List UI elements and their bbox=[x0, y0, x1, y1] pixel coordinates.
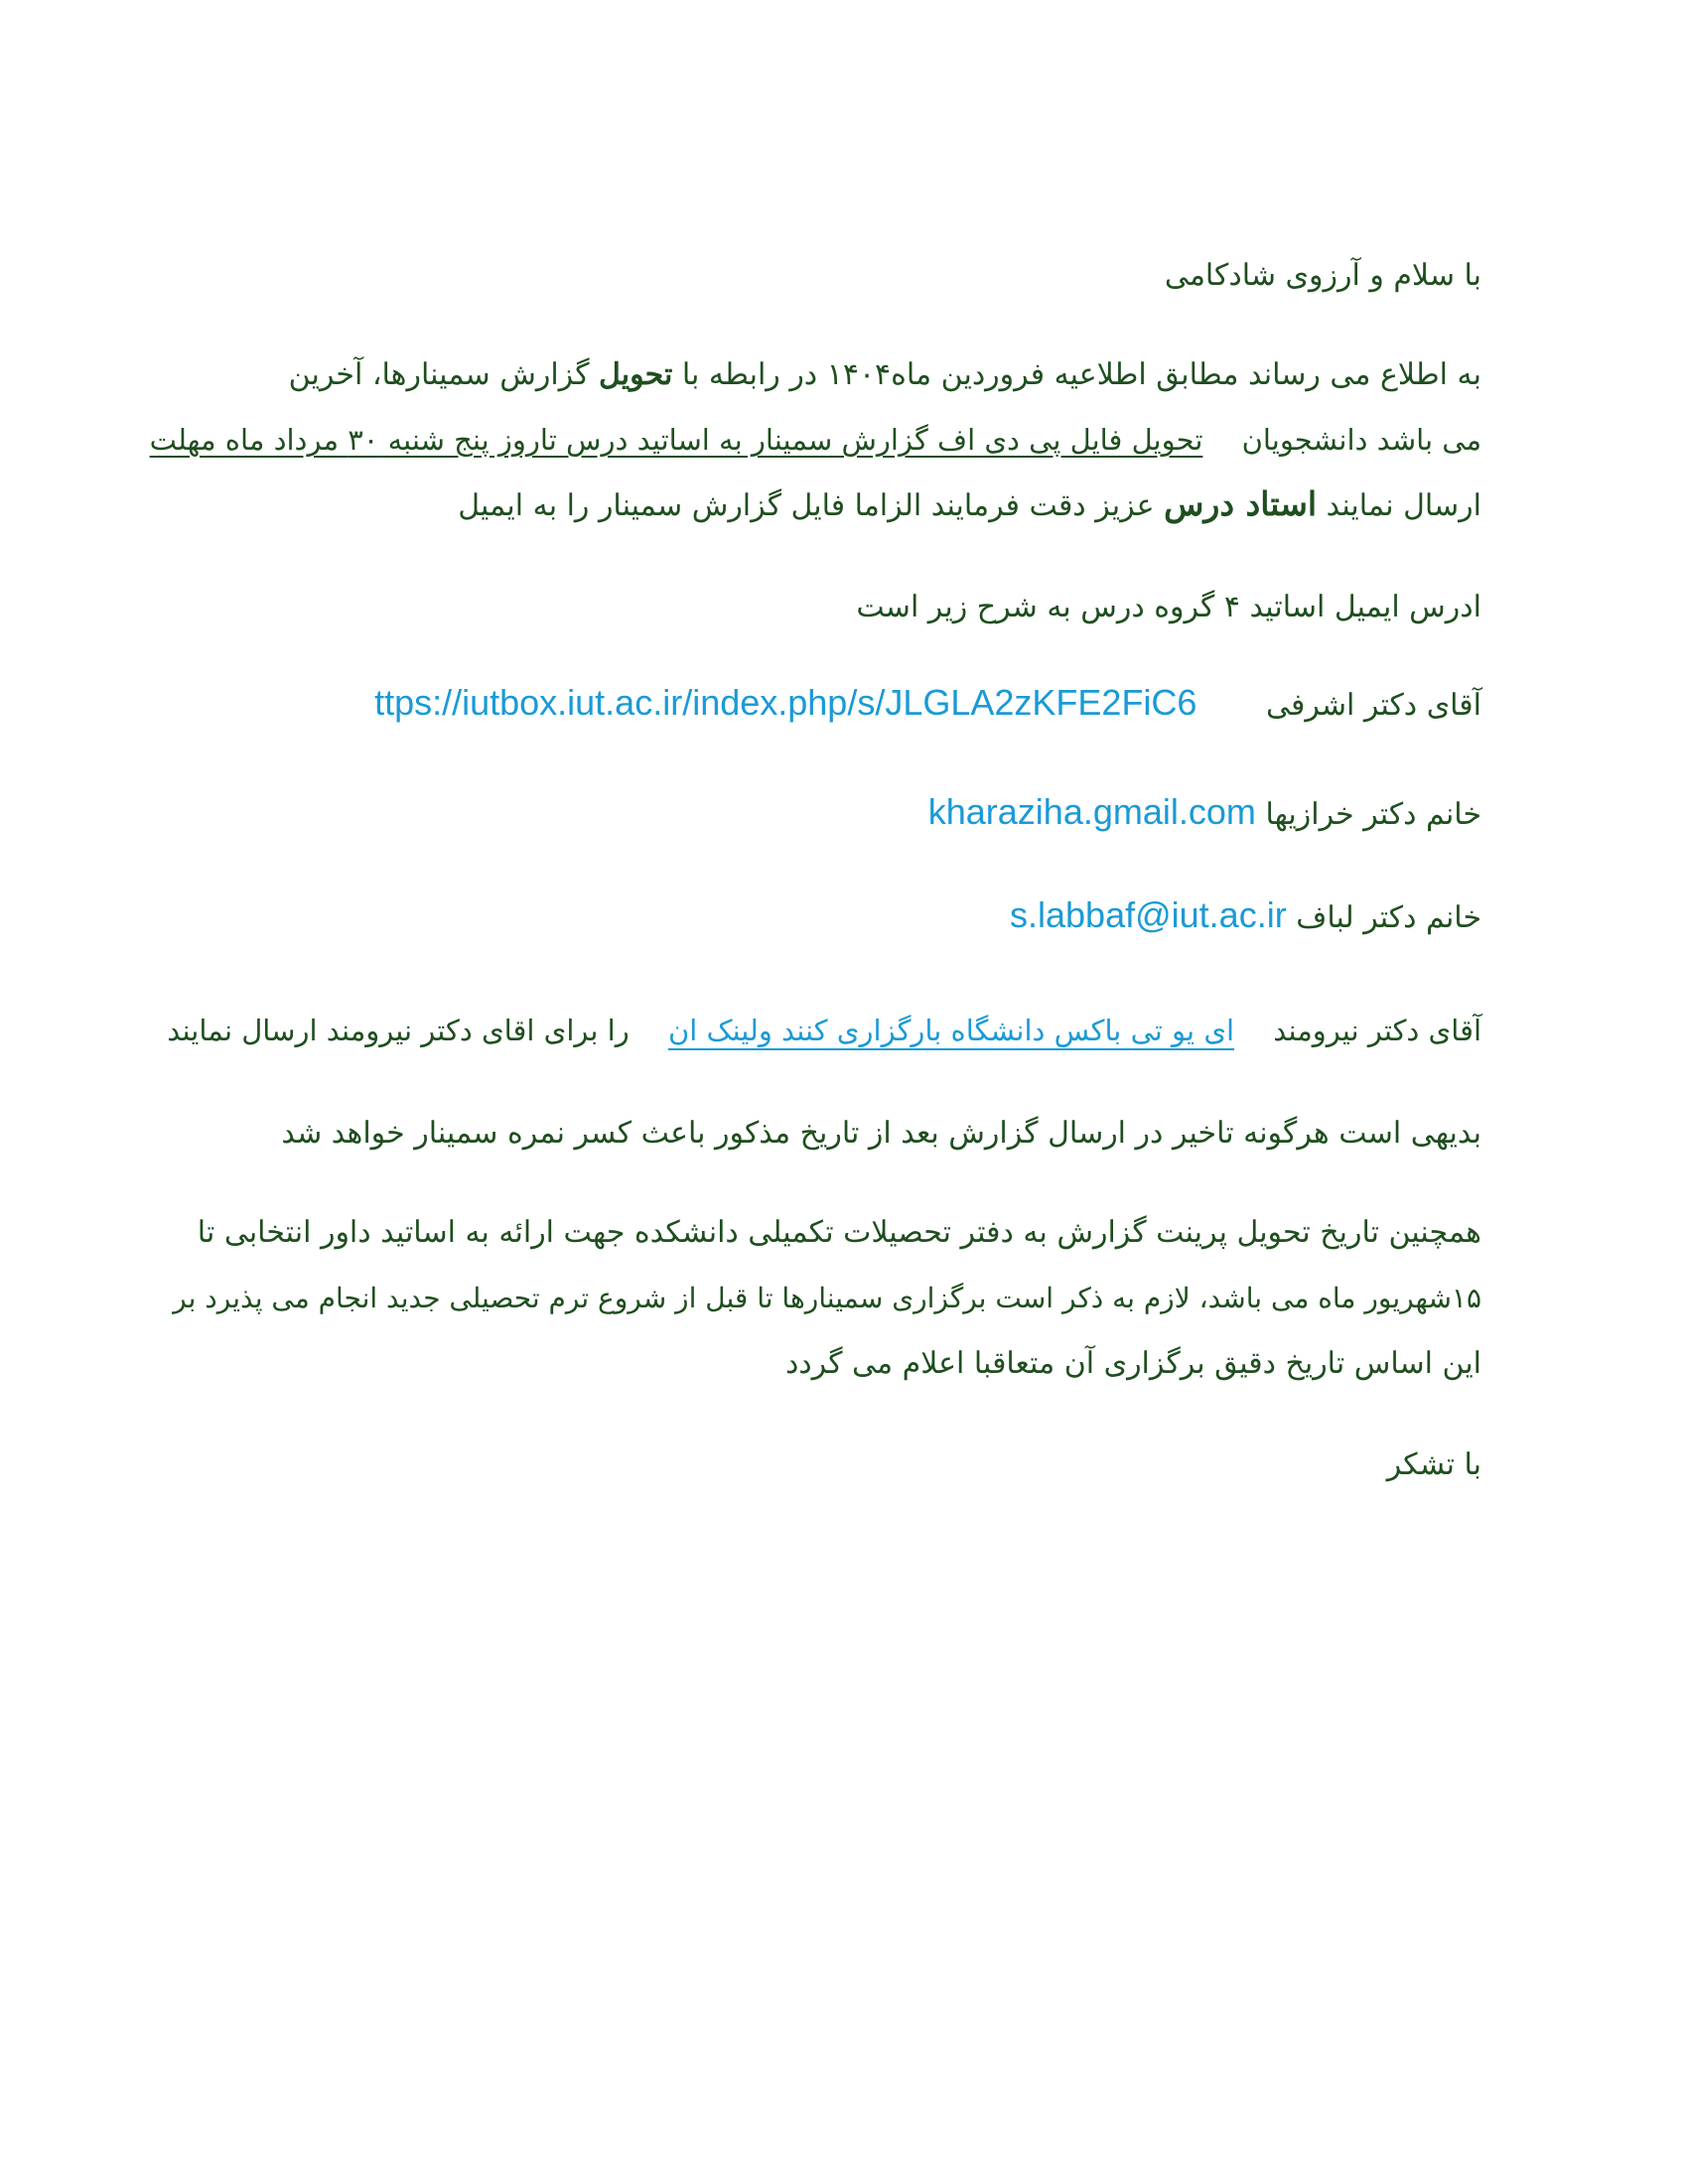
niroumand-rest: را برای اقای دکتر نیرومند ارسال نمایند bbox=[167, 1014, 630, 1047]
contact-name: آقای دکتر اشرفی bbox=[1266, 688, 1481, 723]
p1-line3-text-a: ارسال نمایند bbox=[1326, 488, 1481, 523]
p1-deadline-underlined: تحویل فایل پی دی اف گزارش سمینار به اساتید درس تاروز پنج شنبه ۳۰ مرداد ماه مهلت bbox=[149, 423, 1203, 457]
emails-intro: ادرس ایمیل اساتید ۴ گروه درس به شرح زیر است bbox=[856, 590, 1481, 624]
p1-bold-delivery: تحویل bbox=[599, 357, 673, 392]
paragraph-1-line-3 bbox=[458, 484, 1481, 526]
penalty-note: بدیهی است هرگونه تاخیر در ارسال گزارش بعد از تاریخ مذکور باعث کسر نمره سمینار خواهد شد bbox=[281, 1116, 1481, 1151]
paragraph-1-line-1 bbox=[289, 355, 1481, 395]
paragraph-3-line-1: همچنین تاریخ تحویل پرینت گزارش به دفتر تحصیلات تکمیلی دانشکده جهت ارائه به اساتید داور انتخابی تا bbox=[197, 1215, 1481, 1250]
p1-line3-text-b: عزیز دقت فرمایند الزاما فایل گزارش سمینار را به ایمیل bbox=[458, 488, 1155, 523]
contact-link[interactable]: ttps://iutbox.iut.ac.ir/index.php/s/JLGLA2zKFE2FiC6 bbox=[374, 682, 1197, 723]
contact-name: خانم دکتر خرازیها bbox=[1265, 797, 1481, 832]
p1-text-a: به اطلاع می رساند مطابق اطلاعیه فروردین ماه bbox=[891, 357, 1481, 392]
contact-name: خانم دکتر لباف bbox=[1296, 900, 1481, 935]
paragraph-1-line-2 bbox=[150, 420, 1481, 460]
p1-text-c: گزارش سمینارها، آخرین bbox=[288, 357, 590, 392]
contact-row-labbaf bbox=[1010, 895, 1481, 938]
contact-email[interactable]: kharaziha.gmail.com bbox=[927, 791, 1256, 832]
contact-row-ashrafi bbox=[374, 683, 1481, 726]
p1-bold-instructor: استاد درس bbox=[1164, 484, 1318, 523]
contact-row-niroumand bbox=[167, 1011, 1481, 1050]
paragraph-3-line-2: ۱۵شهریور ماه می باشد، لازم به ذکر است برگزاری سمینارها تا قبل از شروع ترم تحصیلی جدید انجام می پذیرد بر bbox=[173, 1282, 1481, 1314]
contact-row-kharaziha bbox=[928, 792, 1481, 835]
p1-year: ۱۴۰۴ bbox=[826, 357, 892, 392]
contact-name: آقای دکتر نیرومند bbox=[1273, 1014, 1481, 1047]
p1-text-b: در رابطه با bbox=[681, 357, 818, 392]
iutbox-upload-link[interactable]: ای یو تی باکس دانشگاه بارگزاری کنند ولینک ان bbox=[667, 1014, 1235, 1047]
closing: با تشکر bbox=[1386, 1447, 1481, 1482]
contact-email[interactable]: s.labbaf@iut.ac.ir bbox=[1010, 894, 1287, 935]
paragraph-3-line-3: این اساس تاریخ دقیق برگزاری آن متعاقبا اعلام می گردد bbox=[784, 1346, 1481, 1381]
p1-line2-text: می باشد دانشجویان bbox=[1241, 423, 1481, 457]
greeting: با سلام و آرزوی شادکامی bbox=[1164, 258, 1481, 293]
